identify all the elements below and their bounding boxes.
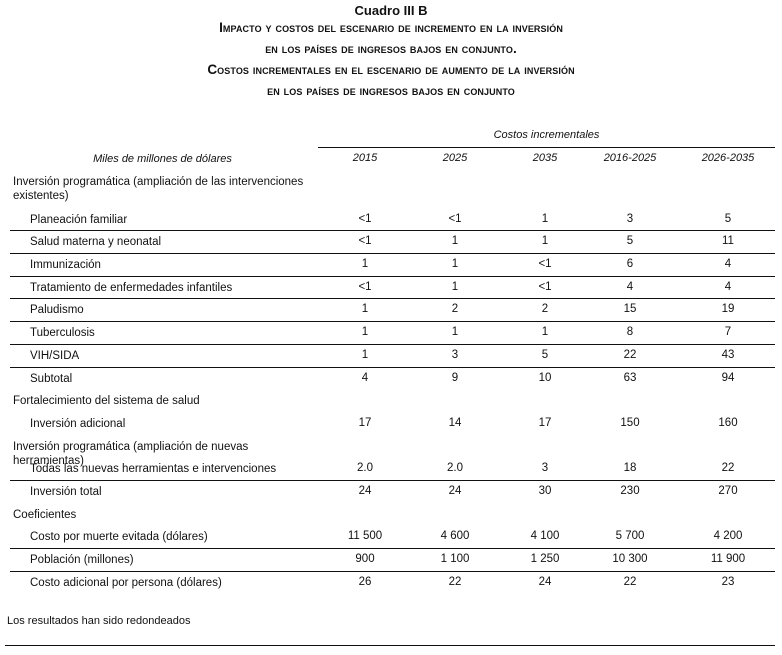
table-cell: 15 [623, 303, 637, 316]
group-header: Costos incrementales [493, 129, 600, 141]
table-cell: 1 250 [530, 553, 560, 565]
table-cell: 4 [724, 280, 732, 293]
table-cell: 43 [721, 348, 735, 361]
title-line-4: en los países de ingresos bajos en conjunto [267, 83, 515, 98]
table-cell: 11 500 [347, 530, 383, 543]
table-cell: 1 [361, 326, 369, 339]
table-cell: 1 [361, 303, 369, 316]
table-cell: 23 [721, 575, 735, 588]
table-cell: 17 [358, 416, 372, 429]
table-cell: 14 [448, 416, 462, 429]
column-header: 2026-2035 [701, 152, 755, 164]
row-label: Tuberculosis [30, 327, 95, 340]
table-cell: 11 [722, 235, 734, 248]
table-cell: 19 [721, 303, 735, 316]
table-cell: 4 200 [713, 530, 743, 543]
row-label: Inversión adicional [30, 417, 126, 430]
table-cell: 9 [451, 371, 459, 384]
title-line-3: Costos incrementales en el escenario de aumento de la inversión [207, 62, 575, 77]
table-cell: 4 100 [530, 530, 560, 543]
section-label: Fortalecimiento del sistema de salud [13, 395, 200, 408]
bottom-rule [5, 645, 775, 646]
table-cell: 1 [451, 258, 459, 271]
table-cell: 4 [724, 258, 732, 271]
table-cell: <1 [538, 280, 552, 293]
table-cell: 1 [541, 212, 549, 225]
table-cell: 1 [451, 280, 459, 293]
table-cell: 3 [626, 212, 634, 225]
table-cell: 150 [620, 416, 640, 429]
table-cell: 1 100 [440, 553, 470, 565]
table-cell: 5 [541, 348, 549, 361]
column-header: 2025 [442, 152, 468, 164]
table-cell: 6 [626, 258, 634, 271]
table-cell: 2 [451, 303, 459, 316]
table-row [10, 322, 775, 345]
table-cell: 63 [623, 371, 637, 384]
table-cell: 30 [538, 484, 552, 497]
table-cell: 22 [448, 575, 462, 588]
table-cell: 94 [721, 371, 735, 384]
table-cell: 18 [623, 462, 637, 475]
row-label: Todas las nuevas herramientas e intervenciones [30, 463, 277, 476]
table-row [10, 345, 775, 368]
table-cell: 1 [541, 235, 549, 248]
table-cell: 1 [541, 326, 549, 339]
column-header: 2016-2025 [603, 152, 657, 164]
row-label: Salud materna y neonatal [30, 236, 162, 249]
table-row [10, 277, 775, 300]
section-row [10, 171, 775, 209]
unit-label: Miles de millones de dólares [93, 153, 232, 165]
table-cell: 8 [626, 326, 634, 339]
section-row [10, 390, 775, 413]
table-row [10, 526, 775, 549]
row-label: Inversión total [30, 485, 102, 498]
section-row [10, 436, 775, 467]
table-cell: 5 700 [615, 530, 645, 543]
table-cell: 10 300 [612, 553, 648, 565]
table-cell: 5 [724, 212, 732, 225]
table-cell: <1 [538, 258, 552, 271]
footnote: Los resultados han sido redondeados [7, 615, 191, 627]
table-cell: 2.0 [357, 462, 373, 475]
row-label: Immunización [30, 259, 101, 272]
table-cell: 2.0 [447, 462, 463, 475]
table-cell: 1 [361, 348, 369, 361]
row-label: VIH/SIDA [30, 349, 80, 362]
table-cell: 17 [538, 416, 552, 429]
table-cell: 24 [538, 575, 552, 588]
table-cell: 5 [626, 235, 634, 248]
table-cell: 22 [721, 462, 735, 475]
row-label: Tratamiento de enfermedades infantiles [30, 281, 233, 294]
section-label: Coeficientes [13, 508, 77, 521]
row-label: Población (millones) [30, 554, 134, 566]
table-cell: 10 [538, 371, 552, 384]
table-row [10, 209, 775, 232]
table-cell: 1 [451, 235, 459, 248]
row-label: Costo adicional por persona (dólares) [30, 576, 222, 589]
table-cell: 270 [718, 484, 738, 497]
row-label: Subtotal [30, 372, 73, 385]
table-row [10, 549, 775, 572]
column-header-row [10, 148, 775, 171]
table-cell: 3 [451, 348, 459, 361]
table-cell: 2 [541, 303, 549, 316]
table-cell: 4 [626, 280, 634, 293]
table-row [10, 572, 775, 595]
table-cell: 1 [361, 258, 369, 271]
table-row [10, 458, 775, 481]
section-row [10, 504, 775, 527]
table-cell: <1 [358, 235, 372, 248]
table-row [10, 413, 775, 436]
title-line-1: Impacto y costos del escenario de incremento en la inversión [219, 20, 563, 35]
column-header: 2035 [532, 152, 558, 164]
table-row [10, 368, 775, 391]
table-cell: 22 [623, 575, 637, 588]
table-cell: 3 [541, 462, 549, 475]
table-cell: 1 [451, 326, 459, 339]
table-cell: <1 [358, 212, 372, 225]
column-header: 2015 [352, 152, 378, 164]
row-label: Planeación familiar [30, 213, 128, 226]
section-label: Inversión programática (ampliación de las intervenciones existentes) [13, 175, 304, 202]
table-cell: 900 [355, 553, 375, 565]
table-cell: 26 [358, 575, 372, 588]
table-cell: 7 [724, 326, 732, 339]
table-row [10, 231, 775, 254]
table-cell: 4 [361, 371, 369, 384]
row-label: Paludismo [30, 304, 84, 317]
table-row [10, 254, 775, 277]
table-cell: 11 900 [710, 553, 746, 565]
table-cell: 24 [448, 484, 462, 497]
table-cell: 24 [358, 484, 372, 497]
table-row [10, 299, 775, 322]
row-label: Costo por muerte evitada (dólares) [30, 531, 208, 544]
title-line-2: en los países de ingresos bajos en conjunto. [265, 41, 517, 56]
table-cell: <1 [358, 280, 372, 293]
table-number: Cuadro III B [354, 3, 428, 18]
table-row [10, 481, 775, 504]
section-label: Inversión programática (ampliación de nuevas herramientas) [13, 440, 249, 467]
data-table [10, 148, 775, 594]
table-cell: <1 [448, 212, 462, 225]
table-cell: 22 [623, 348, 637, 361]
table-cell: 160 [718, 416, 738, 429]
table-cell: 4 600 [440, 530, 470, 543]
table-cell: 230 [620, 484, 640, 497]
